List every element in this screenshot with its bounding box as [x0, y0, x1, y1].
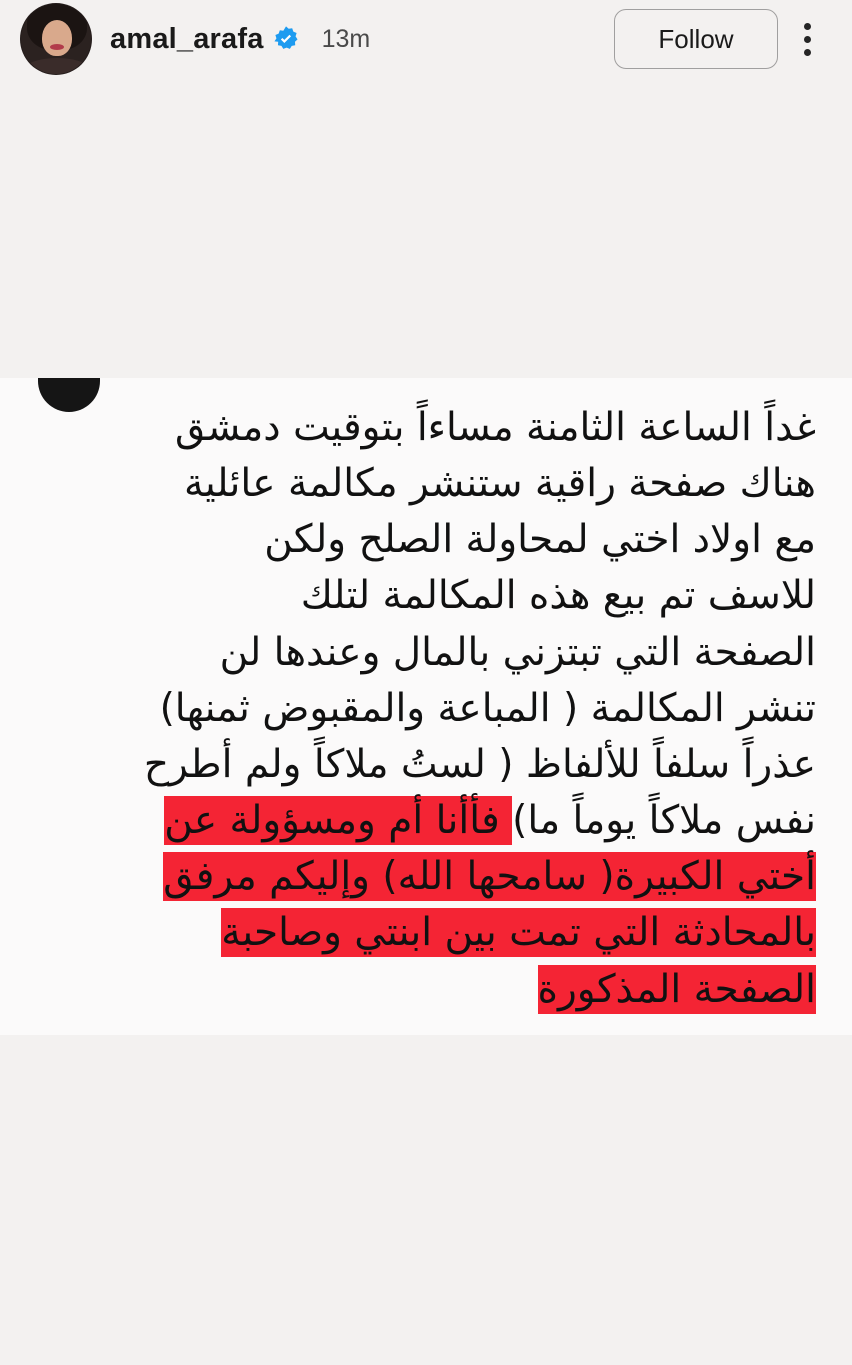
post-line-8	[36, 793, 816, 849]
post-line-9-highlight: أختي الكبيرة( سامحها الله) وإليكم مرفق	[163, 854, 816, 900]
avatar-lips	[50, 44, 64, 50]
post-line-3: مع اولاد اختي لمحاولة الصلح ولكن	[264, 517, 816, 563]
post-line-5: الصفحة التي تبتزني بالمال وعندها لن	[219, 629, 816, 675]
post-text-block	[22, 400, 830, 1018]
username-label[interactable]: amal_arafa	[110, 22, 264, 55]
post-screenshot-card	[0, 378, 852, 1044]
post-line-7: عذراً سلفاً للألفاظ ( لستُ ملاكاً ولم أطرح	[143, 741, 816, 787]
timestamp-label: 13m	[321, 24, 371, 53]
avatar-face	[42, 20, 72, 56]
post-line-6: تنشر المكالمة ( المباعة والمقبوض ثمنها)	[159, 685, 816, 731]
post-line-4: للاسف تم بيع هذه المكالمة لتلك	[300, 573, 816, 619]
post-line-1: غداً الساعة الثامنة مساءاً بتوقيت دمشق	[175, 405, 816, 450]
more-dot-2	[804, 36, 811, 43]
avatar-shoulder	[23, 58, 91, 75]
follow-button[interactable]: Follow	[614, 9, 778, 69]
post-line-10	[36, 905, 816, 961]
post-line-2: هناك صفحة راقية ستنشر مكالمة عائلية	[183, 461, 816, 507]
verified-badge-icon	[272, 25, 300, 53]
post-line-8-plain: نفس ملاكاً يوماً ما)	[512, 798, 816, 844]
more-dot-1	[804, 23, 811, 30]
post-line-9	[36, 849, 816, 905]
post-line-8-highlight: فأأنا أم ومسؤولة عن	[164, 798, 513, 844]
more-options-button[interactable]	[784, 9, 830, 69]
story-header	[0, 0, 852, 78]
more-dot-3	[804, 49, 811, 56]
story-footer-background	[0, 1035, 852, 1365]
post-line-10-highlight: بالمحادثة التي تمت بين ابنتي وصاحبة	[221, 910, 816, 956]
post-line-11-highlight: الصفحة المذكورة	[537, 966, 816, 1012]
post-line-11	[36, 962, 816, 1018]
avatar[interactable]	[20, 3, 92, 75]
